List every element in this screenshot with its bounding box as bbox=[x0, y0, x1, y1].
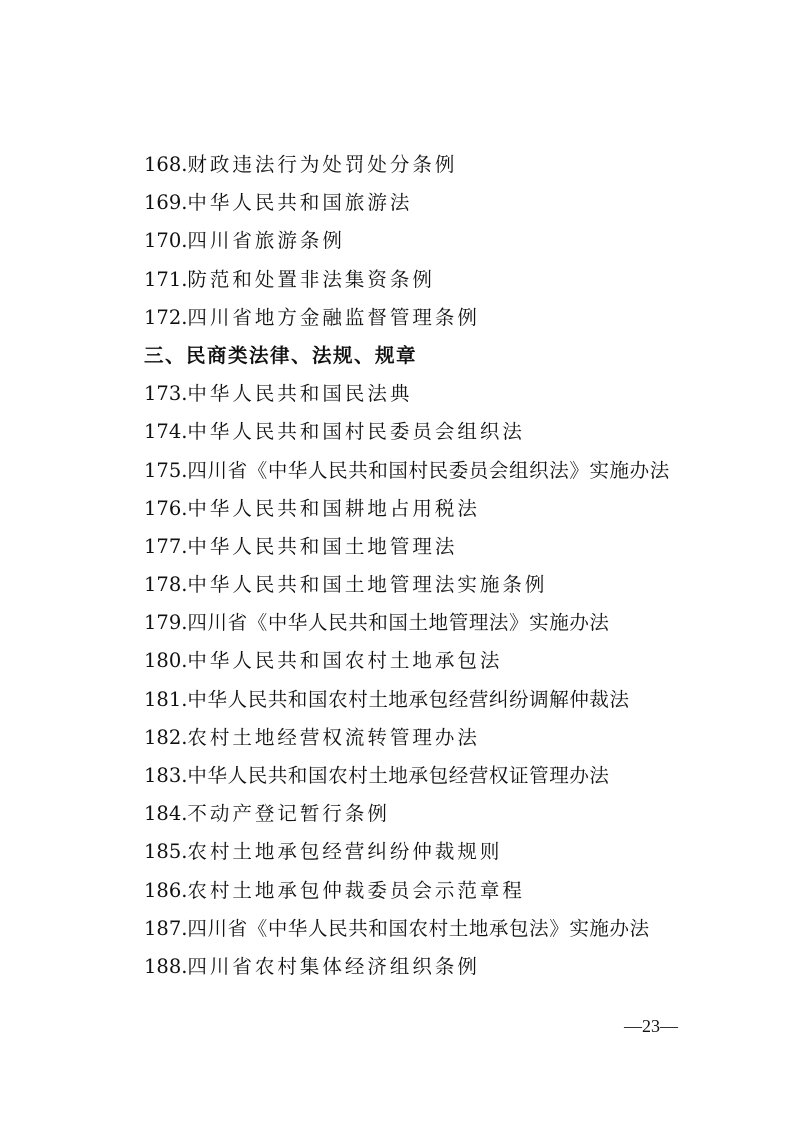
item-number: 181. bbox=[144, 687, 188, 711]
list-item bbox=[144, 222, 670, 260]
item-title: 中华人民共和国民法典 bbox=[187, 382, 413, 406]
item-number: 182. bbox=[144, 725, 188, 749]
list-item bbox=[144, 642, 670, 680]
list-item bbox=[144, 948, 670, 986]
item-number: 178. bbox=[144, 573, 188, 597]
list-item bbox=[144, 872, 670, 910]
item-title: 四川省旅游条例 bbox=[187, 229, 345, 253]
list-item bbox=[144, 681, 670, 719]
item-title: 中华人民共和国土地管理法 bbox=[187, 534, 458, 558]
list-item bbox=[144, 566, 670, 604]
item-number: 177. bbox=[144, 534, 188, 558]
item-title: 四川省《中华人民共和国农村土地承包法》实施办法 bbox=[187, 916, 650, 940]
list-item bbox=[144, 375, 670, 413]
item-number: 172. bbox=[144, 305, 188, 329]
item-title: 四川省《中华人民共和国村民委员会组织法》实施办法 bbox=[187, 458, 670, 482]
page-number: —23— bbox=[624, 1016, 678, 1036]
list-item bbox=[144, 261, 670, 299]
item-number: 184. bbox=[144, 802, 188, 826]
item-number: 188. bbox=[144, 954, 188, 978]
item-number: 187. bbox=[144, 916, 188, 940]
item-title: 四川省农村集体经济组织条例 bbox=[187, 954, 480, 978]
item-number: 180. bbox=[144, 649, 188, 673]
item-title: 财政违法行为处罚处分条例 bbox=[187, 153, 458, 176]
section-heading bbox=[144, 337, 670, 375]
list-item bbox=[144, 757, 670, 795]
item-title: 中华人民共和国旅游法 bbox=[187, 191, 413, 215]
item-title: 农村土地承包经营纠纷仲裁规则 bbox=[187, 840, 503, 864]
list-item bbox=[144, 490, 670, 528]
item-title: 中华人民共和国农村土地承包经营权证管理办法 bbox=[187, 764, 610, 787]
item-number: 171. bbox=[144, 267, 188, 291]
item-number: 185. bbox=[144, 840, 188, 864]
section-heading-text: 三、民商类法律、法规、规章 bbox=[144, 343, 418, 367]
list-item bbox=[144, 413, 670, 451]
list-item bbox=[144, 528, 670, 566]
list-item bbox=[144, 910, 670, 948]
item-title: 农村土地承包仲裁委员会示范章程 bbox=[187, 878, 525, 902]
item-number: 186. bbox=[144, 878, 188, 902]
item-title: 中华人民共和国耕地占用税法 bbox=[187, 496, 480, 520]
list-item bbox=[144, 833, 670, 871]
item-number: 179. bbox=[144, 611, 188, 635]
item-title: 四川省《中华人民共和国土地管理法》实施办法 bbox=[187, 611, 610, 635]
list-item bbox=[144, 604, 670, 642]
list-item bbox=[144, 146, 670, 184]
item-number: 173. bbox=[144, 382, 188, 406]
item-number: 170. bbox=[144, 229, 188, 253]
item-title: 四川省地方金融监督管理条例 bbox=[187, 305, 480, 329]
item-title: 防范和处置非法集资条例 bbox=[187, 267, 435, 291]
item-number: 174. bbox=[144, 420, 188, 444]
list-item bbox=[144, 719, 670, 757]
list-item bbox=[144, 184, 670, 222]
list-item bbox=[144, 452, 670, 490]
item-number: 168. bbox=[144, 153, 188, 176]
item-title: 中华人民共和国土地管理法实施条例 bbox=[187, 573, 548, 597]
list-item bbox=[144, 299, 670, 337]
item-number: 183. bbox=[144, 764, 188, 787]
regulation-list bbox=[144, 146, 670, 986]
item-title: 中华人民共和国村民委员会组织法 bbox=[187, 420, 525, 444]
item-title: 中华人民共和国农村土地承包法 bbox=[187, 649, 503, 673]
item-title: 不动产登记暂行条例 bbox=[187, 802, 390, 826]
item-number: 169. bbox=[144, 191, 188, 215]
item-title: 农村土地经营权流转管理办法 bbox=[187, 725, 480, 749]
item-title: 中华人民共和国农村土地承包经营纠纷调解仲裁法 bbox=[187, 687, 630, 711]
list-item bbox=[144, 795, 670, 833]
item-number: 176. bbox=[144, 496, 188, 520]
item-number: 175. bbox=[144, 458, 188, 482]
